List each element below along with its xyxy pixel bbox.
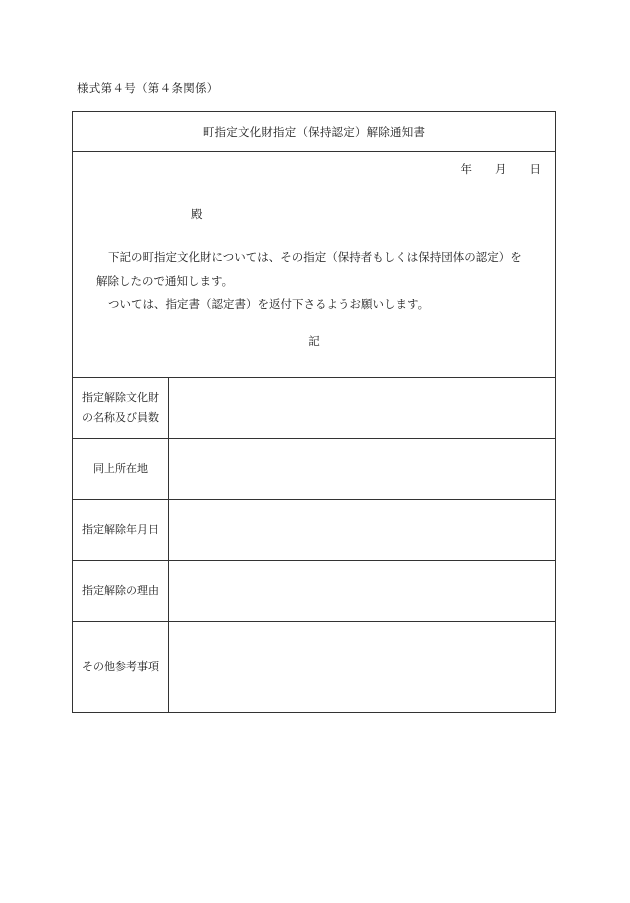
row-value-other-notes[interactable] (169, 622, 555, 712)
row-label-line: 指定解除文化財 (82, 391, 159, 404)
form-number: 様式第４号（第４条関係） (77, 81, 219, 95)
body-line-1: 下記の町指定文化財については、その指定（保持者もしくは保持団体の認定）を (108, 250, 522, 264)
notice-form (72, 111, 556, 713)
row-label-release-reason: 指定解除の理由 (73, 561, 169, 621)
table-row-release-date (73, 500, 555, 561)
table-row-other-notes (73, 622, 555, 712)
table-row-location (73, 439, 555, 500)
ki-heading: 記 (308, 334, 320, 348)
table-row-release-reason (73, 561, 555, 622)
row-value-release-reason[interactable] (169, 561, 555, 621)
row-value-location[interactable] (169, 439, 555, 499)
body-line-2: 解除したので通知します。 (96, 274, 234, 288)
body-line-3: ついては、指定書（認定書）を返付下さるようお願いします。 (108, 297, 430, 311)
row-label-cultural-property (73, 378, 169, 438)
row-label-other-notes: その他参考事項 (73, 622, 169, 712)
form-title: 町指定文化財指定（保持認定）解除通知書 (73, 112, 555, 152)
row-value-cultural-property[interactable] (169, 378, 555, 438)
table-row-cultural-property (73, 378, 555, 439)
row-label-location: 同上所在地 (73, 439, 169, 499)
notice-body (73, 152, 555, 378)
row-label-release-date: 指定解除年月日 (73, 500, 169, 560)
date-line: 年 月 日 (460, 162, 541, 176)
row-label-line: の名称及び員数 (82, 411, 159, 424)
addressee-suffix: 殿 (191, 207, 203, 221)
row-value-release-date[interactable] (169, 500, 555, 560)
